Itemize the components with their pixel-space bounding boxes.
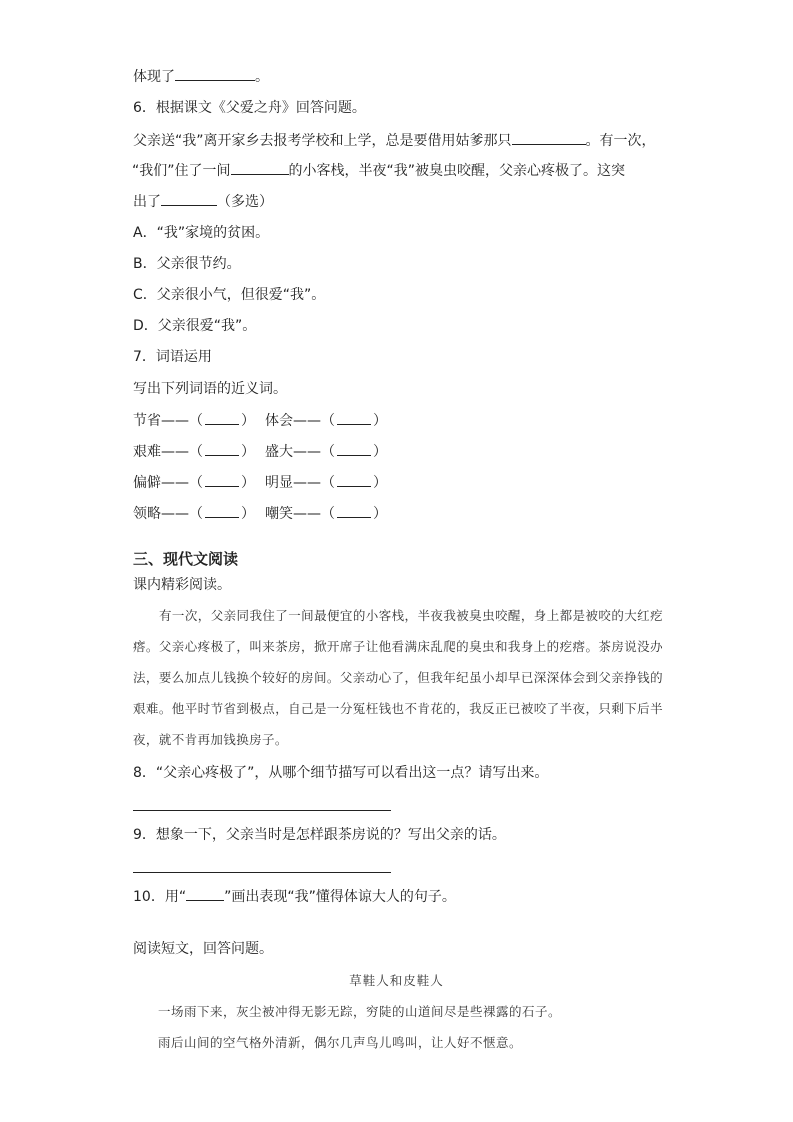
q6-line2-a: “我们”住了一间	[132, 163, 231, 179]
q6-line1-a: 父亲送“我”离开家乡去报考学校和上学，总是要借用姑爹那只	[133, 133, 512, 149]
underline-sample	[186, 887, 224, 901]
synonym-blank[interactable]	[205, 441, 239, 456]
answer-line[interactable]	[133, 810, 391, 811]
answer-blank[interactable]	[231, 160, 289, 175]
section-heading: 三、现代文阅读	[133, 550, 239, 568]
section-subheading: 课内精彩阅读。	[133, 577, 231, 593]
paren-close: ）	[241, 444, 255, 460]
synonym-word: 嘲笑——（	[265, 506, 335, 522]
q6-option-b[interactable]: B．父亲很节约。	[133, 256, 241, 272]
synonym-item	[133, 503, 255, 524]
synonym-blank[interactable]	[337, 410, 371, 425]
q5-tail-end: 。	[255, 69, 269, 85]
synonym-word: 节省——（	[133, 413, 203, 429]
answer-blank[interactable]	[512, 130, 586, 145]
answer-blank[interactable]	[161, 191, 217, 206]
synonym-word: 盛大——（	[265, 444, 335, 460]
q6-option-a[interactable]: A．“我”家境的贫困。	[133, 225, 270, 241]
q6-line3-b: （多选）	[217, 194, 273, 210]
article-paragraph: 一场雨下来，灰尘被冲得无影无踪，穷陡的山道间尽是些裸露的石子。	[158, 1004, 562, 1019]
synonym-word: 偏僻——（	[133, 475, 203, 491]
q10-text-a: 10．用“	[133, 889, 187, 905]
paren-close: ）	[373, 475, 387, 491]
synonym-blank[interactable]	[337, 503, 371, 518]
synonym-blank[interactable]	[205, 472, 239, 487]
q6-option-c[interactable]: C．父亲很小气，但很爱“我”。	[133, 287, 326, 303]
q6-line-3	[133, 191, 273, 212]
q6-line-1	[133, 130, 656, 151]
synonym-word: 艰难——（	[133, 444, 203, 460]
q6-title: 6．根据课文《父爱之舟》回答问题。	[133, 100, 366, 116]
q6-line3-a: 出了	[133, 194, 161, 210]
q6-line1-b: 。有一次，	[585, 133, 656, 149]
q10-question	[133, 887, 456, 907]
synonym-item	[133, 410, 255, 431]
q7-instruction: 写出下列词语的近义词。	[133, 381, 287, 397]
q5-tail-text: 体现了	[133, 69, 175, 85]
synonym-blank[interactable]	[337, 472, 371, 487]
synonym-item	[265, 410, 387, 431]
synonym-item	[265, 472, 387, 493]
q7-title: 7．词语运用	[133, 349, 212, 365]
paren-close: ）	[373, 413, 387, 429]
q9-question: 9．想象一下，父亲当时是怎样跟茶房说的？写出父亲的话。	[133, 827, 506, 843]
reading-passage	[133, 600, 663, 755]
q6-line-2	[132, 160, 625, 181]
synonym-item	[133, 441, 255, 462]
answer-blank[interactable]	[175, 66, 255, 81]
synonym-word: 体会——（	[265, 413, 335, 429]
paren-close: ）	[241, 413, 255, 429]
synonym-blank[interactable]	[337, 441, 371, 456]
paren-close: ）	[373, 444, 387, 460]
synonym-blank[interactable]	[205, 410, 239, 425]
paren-close: ）	[241, 475, 255, 491]
article-title: 草鞋人和皮鞋人	[349, 973, 444, 988]
synonym-item	[265, 503, 387, 524]
q5-tail	[133, 66, 269, 87]
synonym-item	[133, 472, 255, 493]
q6-line2-b: 的小客栈，半夜“我”被臭虫咬醒，父亲心疼极了。这突	[288, 163, 626, 179]
reading-instruction: 阅读短文，回答问题。	[133, 941, 273, 957]
q8-question: 8．“父亲心疼极了”，从哪个细节描写可以看出这一点？请写出来。	[133, 765, 549, 781]
paren-close: ）	[373, 506, 387, 522]
article-paragraph: 雨后山间的空气格外清新，偶尔几声鸟儿鸣叫，让人好不惬意。	[158, 1035, 523, 1050]
passage-paragraph: 有一次，父亲同我住了一间最便宜的小客栈，半夜我被臭虫咬醒，身上都是被咬的大红疙瘩。父亲心疼极了，叫来茶房，掀开席子让他看满床乱爬的臭虫和我身上的疙瘩。茶房说没办法，要么加点儿钱换个较好的房间。父亲动心了，但我年纪虽小却早已深深体会到父亲挣钱的艰难。他平时节省到极点，自己是一分冤枉钱也不肯花的，我反正已被咬了半夜，只剩下后半夜，就不肯再加钱换房子。	[133, 608, 663, 747]
answer-line[interactable]	[133, 872, 391, 873]
synonym-blank[interactable]	[205, 503, 239, 518]
synonym-word: 领略——（	[133, 506, 203, 522]
q10-text-b: ”画出表现“我”懂得体谅大人的句子。	[224, 889, 456, 905]
synonym-item	[265, 441, 387, 462]
q6-option-d[interactable]: D．父亲很爱“我”。	[133, 318, 257, 334]
synonym-word: 明显——（	[265, 475, 335, 491]
paren-close: ）	[241, 506, 255, 522]
